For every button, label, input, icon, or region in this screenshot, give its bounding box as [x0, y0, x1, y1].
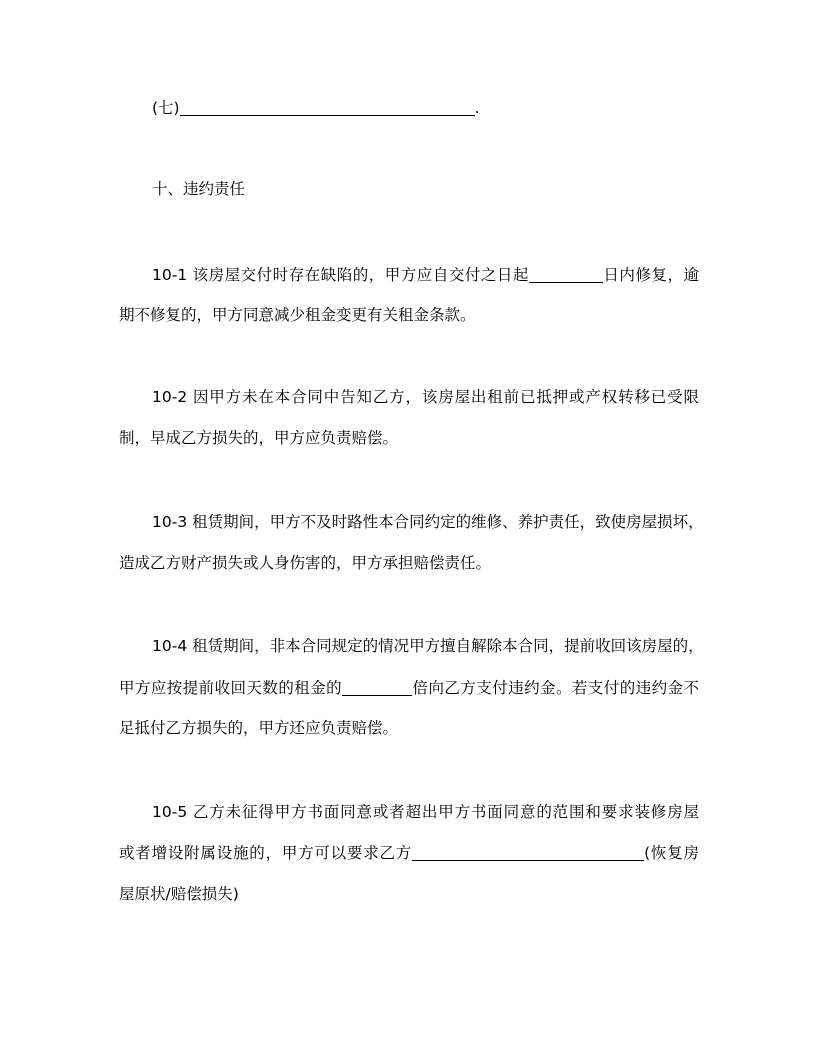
clause-10-3-line-2: 造成乙方财产损失或人身伤害的，甲方承担赔偿责任。 [119, 554, 492, 572]
clause-10-4-text-a: 甲方应按提前收回天数的租金的 [119, 679, 343, 697]
clause-10-4-line-2 [119, 673, 699, 703]
item-7-blank [180, 97, 475, 116]
clause-10-4-text-b: 倍向乙方支付违约金。若支付的违约金不 [412, 679, 699, 697]
clause-10-1-text-b: 日内修复，逾 [602, 266, 699, 284]
clause-10-5-blank [412, 842, 644, 861]
clause-10-2-line-1: 10-2 因甲方未在本合同中告知乙方，该房屋出租前已抵押或产权转移已受限 [152, 388, 699, 406]
clause-10-5-line-2 [119, 838, 699, 868]
item-7-suffix: . [474, 99, 480, 117]
item-7-prefix: (七) [152, 99, 180, 117]
clause-10-5-text-b: (恢复房 [644, 844, 699, 862]
clause-10-1-line-1 [152, 260, 699, 290]
clause-10-2-line-2: 制，早成乙方损失的，甲方应负责赔偿。 [119, 429, 399, 447]
clause-10-1-text-a: 10-1 该房屋交付时存在缺陷的，甲方应自交付之日起 [152, 266, 529, 284]
clause-10-1-line-2: 期不修复的，甲方同意减少租金变更有关租金条款。 [119, 306, 476, 324]
item-7-line [152, 93, 699, 123]
clause-10-5-line-1: 10-5 乙方未征得甲方书面同意或者超出甲方书面同意的范围和要求装修房屋 [152, 803, 699, 821]
clause-10-4-line-3: 足抵付乙方损失的，甲方还应负责赔偿。 [119, 719, 399, 737]
clause-10-3-line-1: 10-3 租赁期间，甲方不及时路性本合同约定的维修、养护责任，致使房屋损坏， [152, 513, 704, 531]
clause-10-5-text-a: 或者增设附属设施的，甲方可以要求乙方 [119, 844, 413, 862]
section-title: 十、违约责任 [152, 180, 246, 198]
clause-10-1-blank [529, 264, 603, 283]
clause-10-5-line-3: 屋原状/赔偿损失) [119, 885, 239, 903]
clause-10-4-line-1: 10-4 租赁期间，非本合同规定的情况甲方擅自解除本合同，提前收回该房屋的， [152, 637, 704, 655]
clause-10-4-blank [342, 677, 412, 696]
